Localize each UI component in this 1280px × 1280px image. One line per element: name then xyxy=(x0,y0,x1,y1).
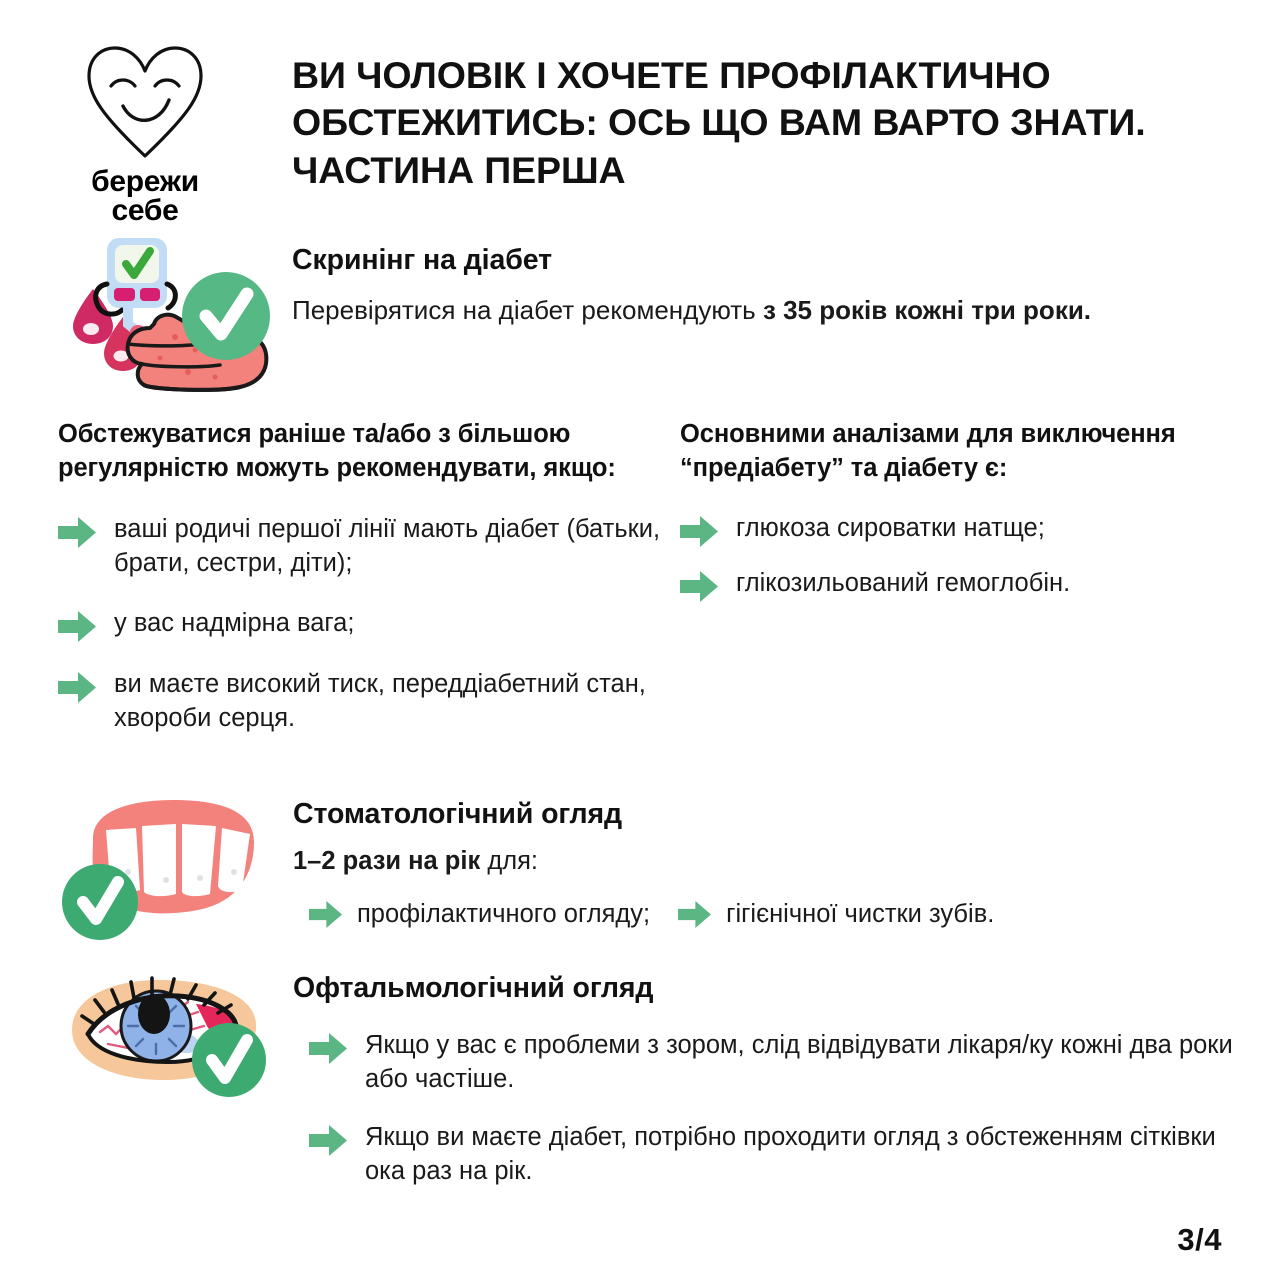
eye-text-col xyxy=(293,968,1243,1213)
diabetes-heading: Скринінг на діабет xyxy=(292,244,552,276)
arrow-right-icon xyxy=(680,516,718,547)
diabetes-body-bold: з 35 років кожні три роки. xyxy=(762,295,1092,325)
list-item-text: Якщо у вас є проблеми з зором, слід відвідувати лікаря/ку кожні два роки або частіше. xyxy=(365,1031,1233,1093)
dental-icon-wrap xyxy=(58,790,293,940)
list-item xyxy=(58,668,680,736)
arrow-right-icon xyxy=(680,571,718,602)
page-title: ВИ ЧОЛОВІК І ХОЧЕТЕ ПРОФІЛАКТИЧНО ОБСТЕЖИТИСЬ: ОСЬ ЩО ВАМ ВАРТО ЗНАТИ. ЧАСТИНА ПЕРША xyxy=(292,54,1146,191)
right-column-list xyxy=(680,512,1243,602)
diabetes-body-plain: Перевірятися на діабет рекомендують xyxy=(292,295,763,325)
brand-logo xyxy=(60,42,230,226)
diabetes-icon-wrap xyxy=(60,232,292,397)
list-item-text: глікозильований гемоглобін. xyxy=(736,568,1071,597)
dental-text-col xyxy=(293,790,1243,932)
list-item-text: у вас надмірна вага; xyxy=(114,608,355,637)
eye-icon-wrap xyxy=(58,968,293,1098)
arrow-right-icon xyxy=(309,1033,347,1064)
list-item xyxy=(309,1029,1243,1097)
list-item-text: профілактичного огляду; xyxy=(357,900,651,928)
smiling-heart-logo-icon xyxy=(85,44,205,162)
arrow-right-icon xyxy=(309,1125,347,1156)
arrow-right-icon xyxy=(58,611,96,642)
list-item xyxy=(293,898,650,932)
diabetes-body xyxy=(292,292,1240,328)
eye-check-icon xyxy=(58,968,293,1098)
arrow-right-icon xyxy=(678,901,711,928)
dental-frequency-bold: 1–2 рази на рік xyxy=(293,847,481,875)
left-column-heading: Обстежуватися раніше та/або з більшою регулярністю можуть рекомендувати, якщо: xyxy=(58,420,616,482)
list-item xyxy=(680,512,1243,547)
eye-heading: Офтальмологічний огляд xyxy=(293,972,654,1004)
list-item xyxy=(58,607,680,642)
list-item xyxy=(680,567,1243,602)
eye-list xyxy=(293,1029,1243,1189)
list-item xyxy=(58,513,680,581)
diabetes-right-column xyxy=(680,418,1243,735)
diabetes-left-column xyxy=(58,418,680,735)
list-item-text: глюкоза сироватки натще; xyxy=(736,513,1045,542)
section-diabetes xyxy=(60,232,1240,397)
arrow-right-icon xyxy=(58,672,96,703)
left-column-list xyxy=(58,513,680,736)
diabetes-two-columns xyxy=(58,418,1243,735)
dental-heading: Стоматологічний огляд xyxy=(293,798,622,830)
section-eye xyxy=(58,968,1243,1213)
list-item-text: Якщо ви маєте діабет, потрібно проходити огляд з обстеженням сітківки ока раз на рік. xyxy=(365,1122,1216,1185)
right-column-heading: Основними аналізами для виключення “предіабету” та діабету є: xyxy=(680,420,1176,482)
dental-frequency-plain: для: xyxy=(480,847,538,875)
brand-logo-line1: бережи xyxy=(91,165,199,198)
page-header xyxy=(60,42,1240,226)
list-item-text: гігієнічної чистки зубів. xyxy=(726,900,995,928)
page-number: 3/4 xyxy=(1177,1222,1222,1257)
list-item xyxy=(309,1121,1243,1189)
brand-logo-line2: себе xyxy=(111,193,179,227)
dental-items xyxy=(293,898,1243,932)
dental-frequency xyxy=(293,847,1243,876)
brand-logo-text xyxy=(91,165,199,227)
glucometer-hand-blooddrop-icon xyxy=(60,232,292,397)
teeth-mouth-check-icon xyxy=(58,790,293,940)
list-item-text: ви маєте високий тиск, переддіабетний стан, хвороби серця. xyxy=(114,669,646,732)
arrow-right-icon xyxy=(58,517,96,548)
list-item xyxy=(678,898,994,932)
section-dental xyxy=(58,790,1243,940)
arrow-right-icon xyxy=(309,901,342,928)
list-item-text: ваші родичі першої лінії мають діабет (батьки, брати, сестри, діти); xyxy=(114,514,661,577)
diabetes-text-col xyxy=(292,232,1240,328)
